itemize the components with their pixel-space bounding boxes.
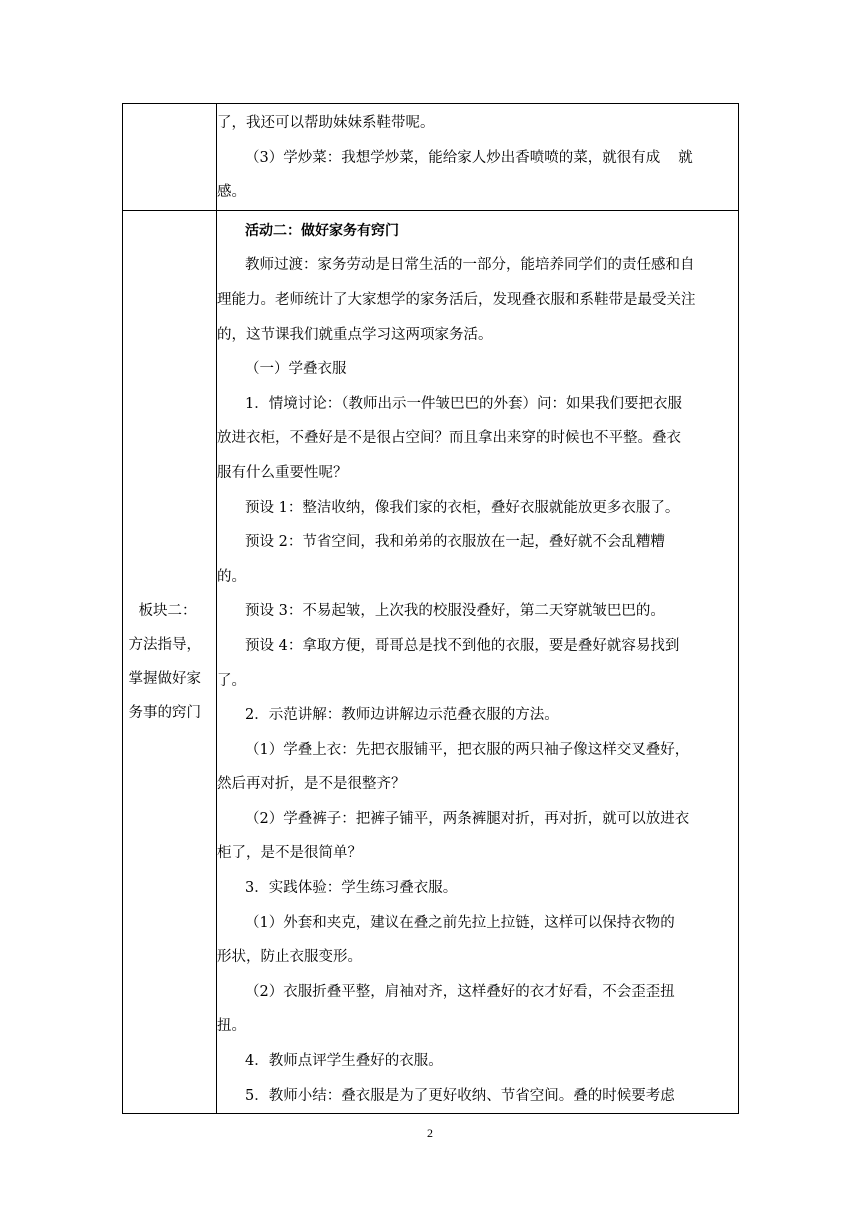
text-line: 5．教师小结：叠衣服是为了更好收纳、节省空间。叠的时候要考虑 xyxy=(245,1087,675,1104)
content-cell xyxy=(217,104,739,211)
text-line: 然后再对折，是不是很整齐？ xyxy=(217,776,406,793)
subsection-heading: （一）学叠衣服 xyxy=(245,361,347,378)
lesson-plan-table xyxy=(122,103,739,1114)
text-line xyxy=(217,141,738,176)
text-line: 3．实践体验：学生练习叠衣服。 xyxy=(245,880,458,897)
text-line: 感。 xyxy=(217,184,246,201)
text-line: （1）学叠上衣：先把衣服铺平，把衣服的两只袖子像这样交叉叠好， xyxy=(245,741,690,758)
text-line: 教师过渡：家务劳动是日常生活的一部分，能培养同学们的责任感和自 xyxy=(245,257,695,274)
text-line: 预设 3：不易起皱，上次我的校服没叠好，第二天穿就皱巴巴的。 xyxy=(245,603,665,620)
text-segment: 就 xyxy=(678,149,693,166)
text-line: 理能力。老师统计了大家想学的家务活后，发现叠衣服和系鞋带是最受关注 xyxy=(217,291,696,308)
text-line: （2）衣服折叠平整，肩袖对齐，这样叠好的衣才好看，不会歪歪扭 xyxy=(245,983,675,1000)
text-line: 柜了，是不是很简单？ xyxy=(217,845,362,862)
text-line: 预设 2：节省空间，我和弟弟的衣服放在一起，叠好就不会乱糟糟 xyxy=(245,534,665,551)
text-line: 预设 1：整洁收纳，像我们家的衣柜，叠好衣服就能放更多衣服了。 xyxy=(245,499,680,516)
text-line: 了。 xyxy=(217,672,246,689)
empty-label-cell xyxy=(123,104,217,211)
text-line: 了，我还可以帮助妹妹系鞋带呢。 xyxy=(217,115,435,131)
section-label-line: 掌握做好家 xyxy=(128,671,201,687)
text-line: （1）外套和夹克，建议在叠之前先拉上拉链，这样可以保持衣物的 xyxy=(245,914,675,931)
page-number: 2 xyxy=(427,1126,433,1140)
text-line: 1．情境讨论：（教师出示一件皱巴巴的外套）问：如果我们要把衣服 xyxy=(245,395,682,412)
section-label-cell xyxy=(123,210,217,1113)
activity-title: 活动二：做好家务有窍门 xyxy=(245,222,399,239)
text-line: 的。 xyxy=(217,568,246,585)
text-line: 服有什么重要性呢？ xyxy=(217,464,348,481)
section-label-line: 务事的窍门 xyxy=(128,705,201,721)
text-line: 2．示范讲解：教师边讲解边示范叠衣服的方法。 xyxy=(245,707,559,724)
text-line: 预设 4：拿取方便，哥哥总是找不到他的衣服，要是叠好就容易找到 xyxy=(245,637,680,654)
text-line: （2）学叠裤子：把裤子铺平，两条裤腿对折，再对折，就可以放进衣 xyxy=(245,810,690,827)
text-line: 形状，防止衣服变形。 xyxy=(217,949,362,966)
text-line: 的，这节课我们就重点学习这两项家务活。 xyxy=(217,326,493,343)
text-line: 4．教师点评学生叠好的衣服。 xyxy=(245,1053,443,1070)
text-segment: （3）学炒菜：我想学炒菜，能给家人炒出香喷喷的菜，就很有成 xyxy=(245,149,661,166)
content-cell xyxy=(217,210,739,1113)
text-line: 扭。 xyxy=(217,1018,246,1035)
text-line: 放进衣柜，不叠好是不是很占空间？而且拿出来穿的时候也不平整。叠衣 xyxy=(217,430,681,447)
section-label-line: 板块二： xyxy=(138,603,197,619)
section-label-line: 方法指导， xyxy=(128,637,201,653)
section-label xyxy=(125,594,215,730)
table-row xyxy=(123,104,739,211)
table-row xyxy=(123,210,739,1113)
